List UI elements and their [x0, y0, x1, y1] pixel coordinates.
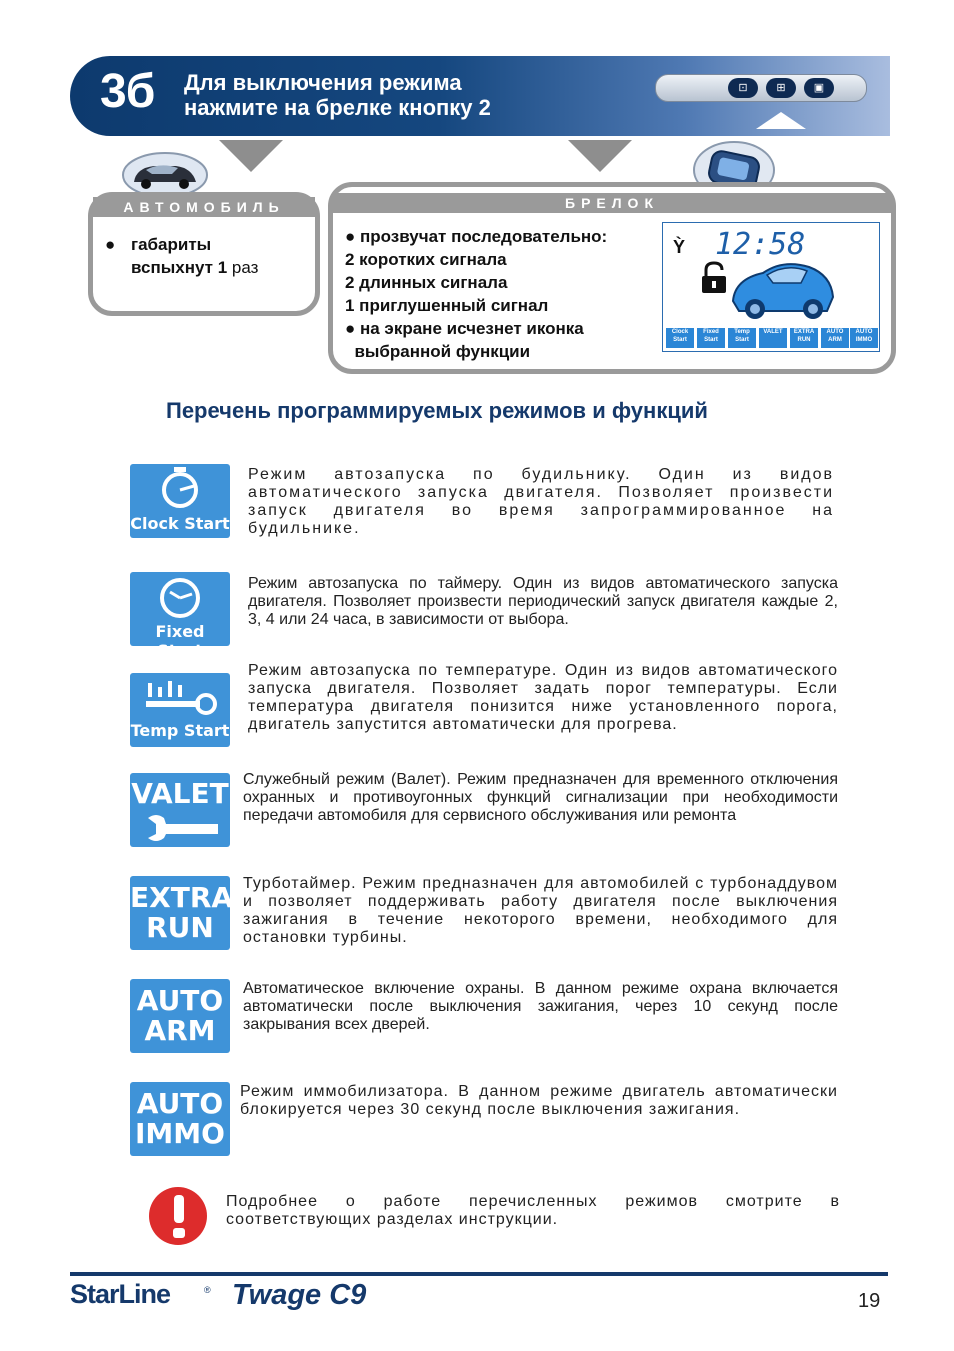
lcd-temp-start-icon: Temp Start — [727, 327, 757, 349]
bullet: ● — [105, 235, 116, 254]
car-box — [88, 192, 320, 316]
key-fob-image — [655, 74, 867, 102]
car-box-heading: АВТОМОБИЛЬ — [93, 197, 315, 217]
car-display-icon — [727, 253, 837, 323]
down-arrow-icon — [568, 140, 632, 172]
fob-button-3-icon: ▣ — [804, 78, 834, 98]
registered-mark: ® — [204, 1285, 211, 1295]
lcd-valet-icon: VALET — [758, 327, 788, 349]
model-name: Twage C9 — [232, 1279, 367, 1311]
extra-run-description: Турботаймер. Режим предназначен для автомобилей с турбонаддувом и позволяет поддерживать работу двигателя после выключения зажигания в течение некоторого времени, необходимого для остановки турбины. — [243, 875, 838, 946]
valet-label: VALET — [131, 777, 229, 810]
clock-start-badge — [130, 464, 230, 538]
valet-description: Служебный режим (Валет). Режим предназначен для временного отключения охранных и противоугонных функций сигнализации при необходимости передачи автомобиля для сервисного обслуживания или ремонта — [243, 771, 838, 824]
valet-badge — [130, 773, 230, 847]
auto-immo-badge — [130, 1082, 230, 1156]
auto-immo-label-line1: AUTO — [136, 1087, 224, 1120]
fob-line: выбранной функции — [345, 342, 531, 361]
thermometer-icon — [130, 673, 230, 721]
auto-arm-description: Автоматическое включение охраны. В данном режиме охрана включается автоматически после выключения зажигания, через 10 секунд после закрывания всех дверей. — [243, 980, 838, 1033]
fixed-start-description: Режим автозапуска по таймеру. Один из видов автоматического запуска двигателя. Позволяет произвести периодический запуск двигателя каждые 2, 3, 4 или 24 часа, в зависимости от выбора. — [248, 575, 838, 628]
lcd-time: 12:58 — [715, 227, 806, 262]
fob-line: 1 приглушенный сигнал — [345, 296, 549, 315]
fob-line: 2 коротких сигнала — [345, 250, 507, 269]
auto-arm-label-line2: ARM — [144, 1014, 216, 1047]
temp-start-label: Temp Start — [130, 721, 230, 740]
car-box-line2-main: вспыхнут 1 — [131, 258, 232, 277]
warning-icon-dot — [173, 1228, 185, 1238]
car-box-line1: габариты — [131, 235, 212, 254]
lcd-clock-start-icon: Clock Start — [665, 327, 695, 349]
brand-logo: StarLine — [70, 1279, 171, 1309]
fob-line: ● прозвучат последовательно: — [345, 227, 608, 246]
clock-start-description: Режим автозапуска по будильнику. Один из видов автоматического запуска двигателя. Позволяет произвести запуск двигателя во время запрограммированное на будильнике. — [248, 466, 834, 537]
lcd-auto-arm-icon: AUTO ARM — [820, 327, 850, 349]
extra-run-badge — [130, 876, 234, 950]
lcd-extra-run-icon: EXTRA RUN — [789, 327, 819, 349]
fob-lcd-display — [662, 222, 880, 352]
section-title: Перечень программируемых режимов и функций — [166, 398, 708, 423]
note-text: Подробнее о работе перечисленных режимов смотрите в соответствующих разделах инструкции. — [226, 1193, 840, 1228]
step-number: 3б — [100, 65, 155, 118]
clock-start-label: Clock Start — [130, 514, 230, 533]
fob-line: ● на экране исчезнет иконка — [345, 319, 584, 338]
fixed-start-label: Fixed Start — [155, 622, 205, 660]
wrench-icon — [130, 810, 230, 844]
car-box-line2-unit: раз — [231, 258, 259, 277]
lcd-fixed-start-icon: Fixed Start — [696, 327, 726, 349]
lcd-auto-immo-icon: AUTO IMMO — [849, 327, 879, 349]
fixed-start-badge — [130, 572, 230, 660]
clock-icon — [130, 572, 230, 622]
button-pointer-icon — [756, 112, 806, 129]
fob-box-text — [345, 225, 607, 363]
alarm-clock-icon — [130, 464, 230, 514]
auto-immo-description: Режим иммобилизатора. В данном режиме двигатель автоматически блокируется через 30 секунд после выключения зажигания. — [240, 1083, 838, 1118]
page-number: 19 — [858, 1290, 881, 1312]
auto-arm-label-line1: AUTO — [136, 984, 224, 1017]
temp-start-badge — [130, 673, 230, 747]
auto-immo-label-line2: IMMO — [135, 1117, 225, 1150]
fob-button-1-icon: ⊡ — [728, 78, 758, 98]
step-title-line2: нажмите на брелке кнопку 2 — [184, 95, 491, 120]
step-title-line1: Для выключения режима — [184, 70, 462, 95]
extra-run-label-line2: RUN — [146, 911, 214, 944]
car-box-line2 — [131, 256, 258, 279]
step-title — [184, 70, 624, 120]
down-arrow-icon — [219, 140, 283, 172]
auto-arm-badge — [130, 979, 230, 1053]
fob-button-2-icon: ⊞ — [766, 78, 796, 98]
extra-run-label-line1: EXTRA — [130, 881, 234, 914]
warning-icon-bar — [174, 1195, 184, 1223]
fob-line: 2 длинных сигнала — [345, 273, 508, 292]
signal-antenna-icon: Ỳ — [673, 237, 686, 257]
fob-box-heading: БРЕЛОК — [333, 193, 891, 213]
footer-divider — [70, 1272, 888, 1276]
lock-icon — [699, 261, 729, 295]
temp-start-description: Режим автозапуска по температуре. Один из видов автоматического запуска двигателя. Позволяет задать порог температуры. Если температура двигателя понизится ниже установленного порога, двигатель запустится автоматически для прогрева. — [248, 662, 838, 733]
